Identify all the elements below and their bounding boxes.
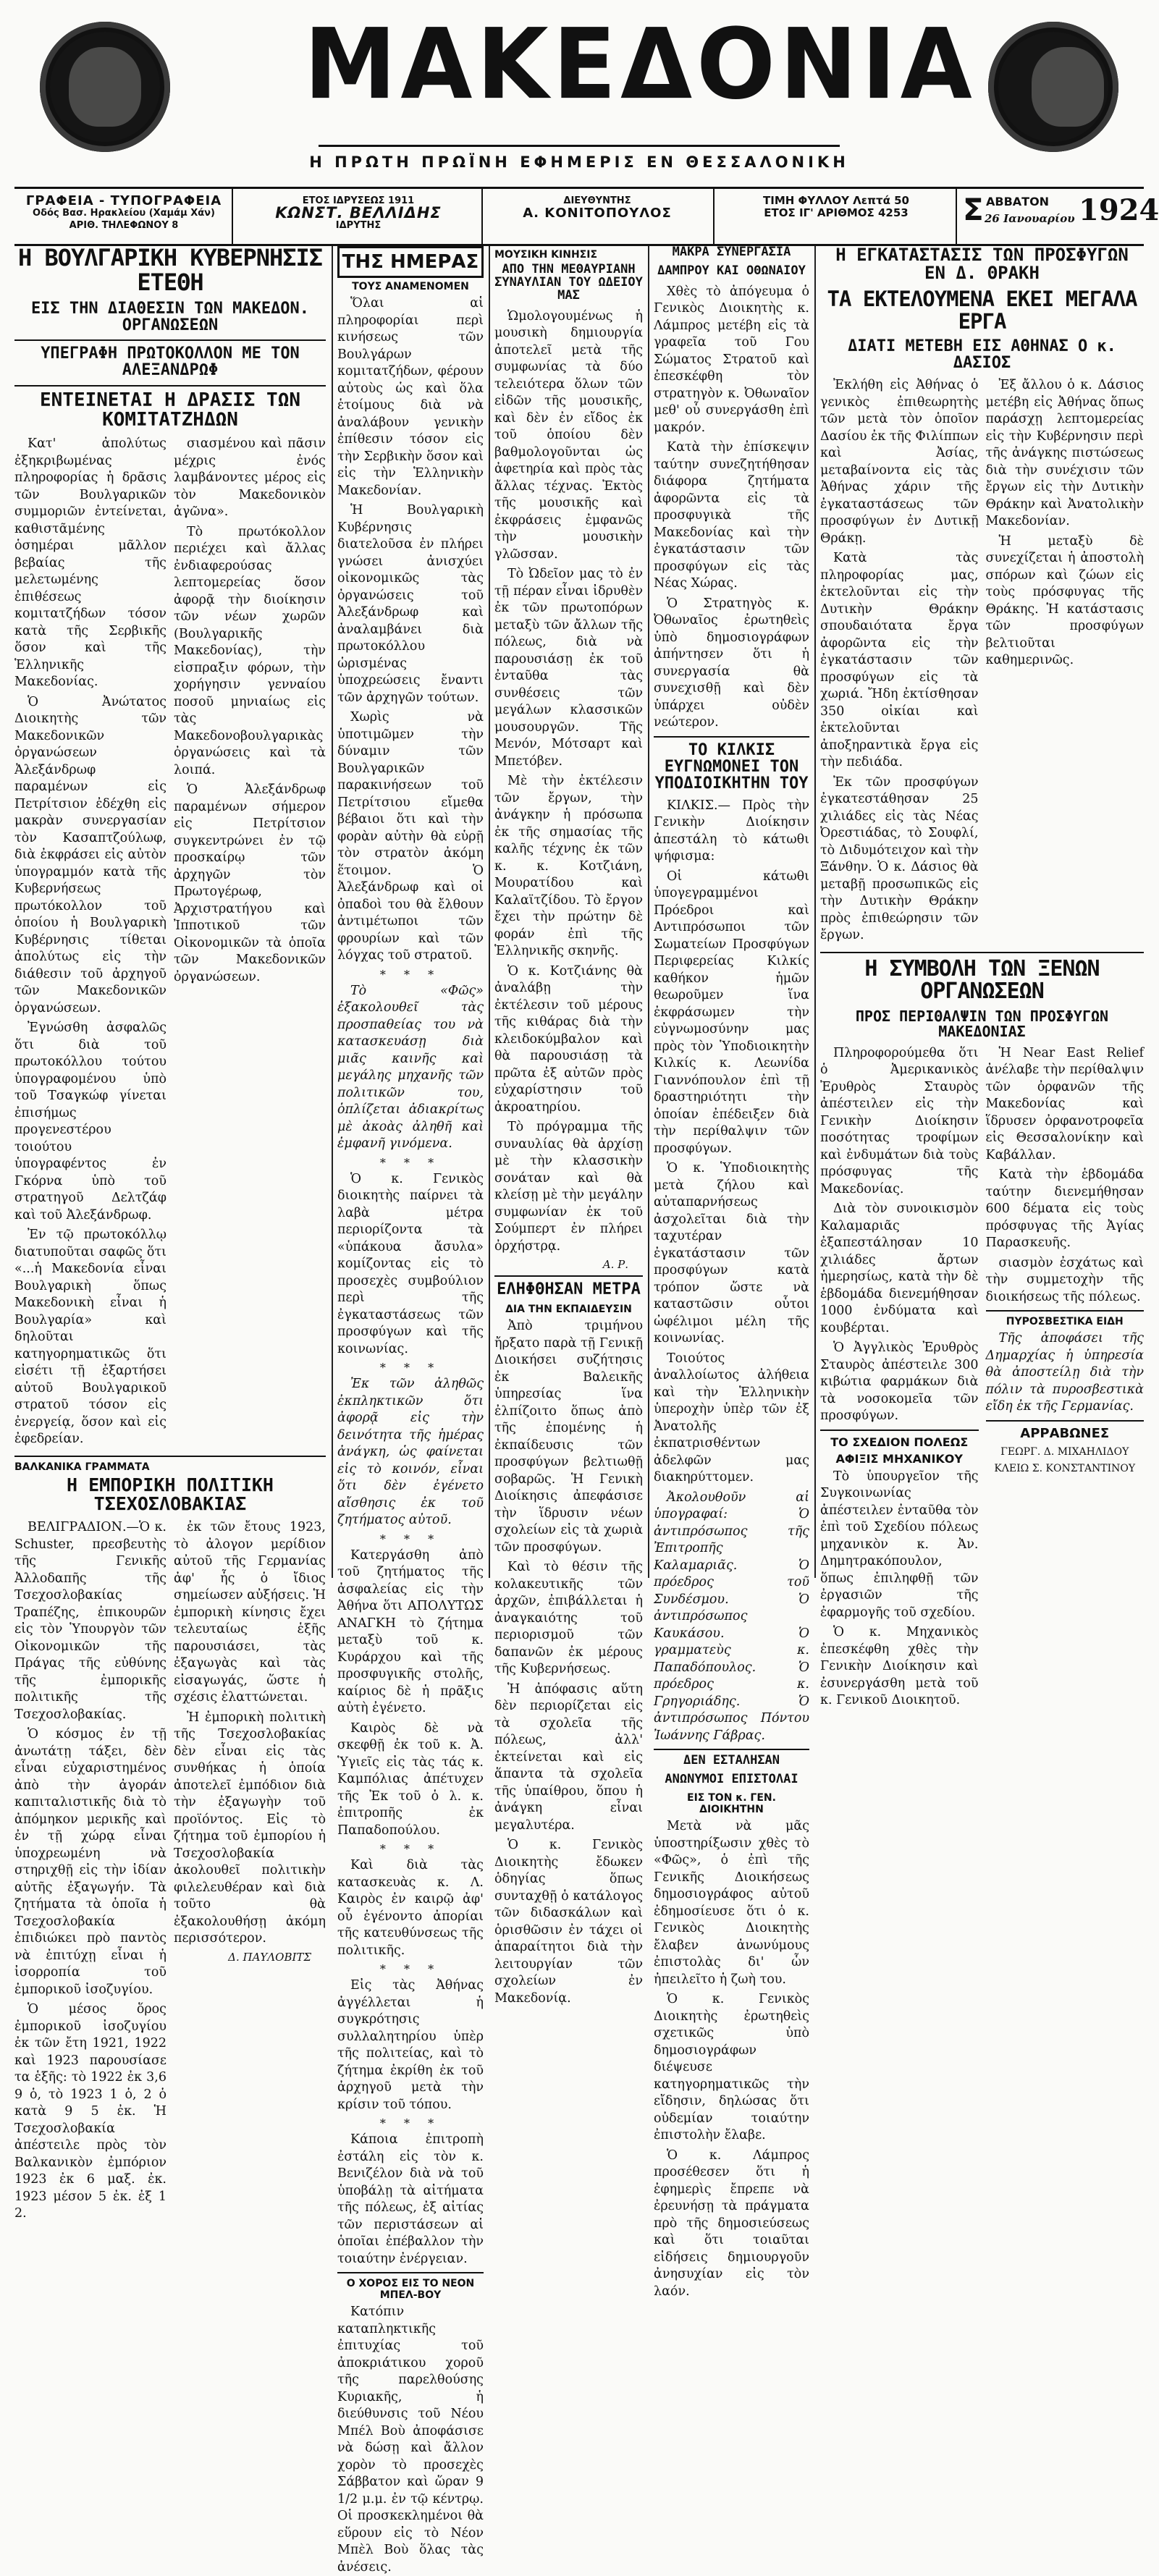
article-paragraph: Ὁ κ. Κοτζιάνης θὰ ἀναλάβῃ τὴν ἐκτέλεσιν τοῦ μέρους τῆς κιθάρας διὰ τὴν κλειδοκύμβαλον καὶ θὰ παρουσιάσῃ τὰ πρῶτα ἐξ αὐτῶν πρὸς εὐχαρίστησιν τοῦ ἀκροατηρίου. — [494, 963, 643, 1115]
director-label: ΔΙΕΥΘΥΝΤΗΣ — [563, 195, 631, 206]
left-emblem-image — [40, 22, 170, 152]
divider — [232, 189, 233, 244]
subheadline: ΔΑΜΠΡΟΥ ΚΑΙ ΟΘΩΝΑΙΟΥ — [657, 263, 806, 278]
article-paragraph: Κατ' ἀπολύτως ἐξηκριβωμένας πληροφορίας ἡ δρᾶσις τῶν Βουλγαρικῶν συμμοριῶν ἐντείνεται, καθιστᾶμένης ὁσημέραι μᾶλλον βεβαίας τῆς μελετωμένης ἐπιθέσεως κομιτατζήδων τόσον κατὰ τῆς Σερβικῆς ὅσον καὶ τῆς Ἑλληνικῆς Μακεδονίας. — [14, 436, 167, 690]
engagement-notice: ΓΕΩΡΓ. Δ. ΜΙΧΑΗΛΙΔΟΥ ΚΛΕΙΩ Σ. ΚΟΝΣΤΑΝΤΙΝΟΥ — [994, 1445, 1136, 1475]
subheadline: ΕΙΣ ΤΟΝ κ. ΓΕΝ. ΔΙΟΙΚΗΤΗΝ — [687, 1792, 776, 1816]
article-paragraph: Ὁ κ. Γενικὸς διοικητὴς παίρνει τὰ λαβὰ μέτρα περιορίζοντα τὰ «ὑπάκουα ἄσυλα» κομίζοντας εἰς τὸ προσεχὲς συμβούλιον περὶ τῆς ἐγκαταστάσεως τῶν προσφύγων καὶ τῆς κοινωνίας. — [337, 1171, 484, 1356]
article-paragraph: Ὁ Ἀνώτατος Διοικητὴς τῶν Μακεδονικῶν ὀργανώσεων Ἀλεξάνδρωφ παραμένων εἰς Πετρίτσιον ἐδέχθη εἰς μακρὰν συνεργασίαν τὸν Κασαπτζούλωφ, διὰ ἐκφράσει εἰς αὐτὸν ὑπογραμμόν κατὰ τῆς Κυβερνήσεως πρωτόκολλον τοῦ ὁποίου ἡ Βουλγαρικὴ Κυβέρνησις τίθεται ἀπολύτως εἰς τὴν διάθεσιν τοῦ ἀρχηγοῦ τῶν Μακεδονικῶν ὀργανώσεων. — [14, 694, 167, 1015]
author-signature: Δ. ΠΑΥΛΟΒΙΤΣ — [228, 1950, 311, 1964]
column-3 — [494, 246, 643, 2006]
article-paragraph: Τὸ πρωτόκολλον περιέχει καὶ ἄλλας ἐνδιαφερούσας λεπτομερείας ὅσον ἀφορᾷ τὴν διοίκησιν τῶν νέων χωρῶν (Βουλγαρικῆς Μακεδονίας), τὴν εἰσπραξιν φόρων, τὴν χορήγησιν γενναίου ποσοῦ μηνιαίως εἰς τὰς Μακεδονοβουλγαρικὰς ὀργανώσεις καὶ τὰ λοιπά. — [174, 524, 326, 777]
article-paragraph: Ὁ Στρατηγὸς κ. Ὀθωναῖος ἐρωτηθεὶς ὑπὸ δημοσιογράφων ἀπήντησεν ὅτι ἡ συνεργασία θὰ συνεχισθῇ καὶ δὲν ὑπάρχει οὐδὲν νεώτερον. — [654, 596, 809, 730]
headline: ΜΑΚΡΑ ΣΥΝΕΡΓΑΣΙΑ — [672, 245, 791, 259]
rule — [494, 1275, 643, 1277]
column-2 — [337, 246, 484, 2575]
offices-block — [19, 195, 229, 232]
date: 26 Ιανουαρίου — [985, 212, 1075, 225]
newspaper-subtitle: Η ΠΡΩΤΗ ΠΡΩΪΝΗ ΕΦΗΜΕΡΙΣ ΕΝ ΘΕΣΣΑΛΟΝΙΚΗ — [309, 153, 849, 171]
article-paragraph: Καὶ τὸ θέσιν τῆς κολακευτικῆς τῶν ἀρχῶν, ἐπιβάλλεται ἡ ἀναγκαιότης τοῦ περιορισμοῦ τῶν δαπανῶν ἐκ μέρους τῆς Κυβερνήσεως. — [494, 1560, 643, 1677]
column-5 — [820, 245, 1144, 1708]
article-paragraph: Τῆς ἀποφάσει τῆς Δημαρχίας ἡ ὑπηρεσία θὰ ἀποστείλῃ διὰ τὴν πόλιν τὰ πυροσβεστικὰ εἴδη ἐκ τῆς Γερμανίας. — [985, 1331, 1144, 1414]
right-emblem-image — [988, 22, 1118, 152]
section-label: ΒΑΛΚΑΝΙΚΑ ΓΡΑΜΜΑΤΑ — [14, 1461, 150, 1473]
founder-block — [239, 195, 478, 232]
rule — [820, 1430, 979, 1431]
founder-role: ΙΔΡΥΤΗΣ — [335, 220, 382, 231]
rule — [14, 339, 326, 341]
founded-year: ΕΤΟΣ ΙΔΡΥΣΕΩΣ 1911 — [302, 195, 415, 206]
separator-stars: * * * — [379, 1842, 442, 1856]
column-divider — [489, 246, 490, 1578]
headline: Η ΕΜΠΟΡΙΚΗ ΠΟΛΙΤΙΚΗ ΤΣΕΧΟΣΛΟΒΑΚΙΑΣ — [67, 1474, 274, 1514]
separator-stars: * * * — [379, 1155, 442, 1170]
rule — [654, 736, 809, 738]
subheadline: ΑΦΙΞΙΣ ΜΗΧΑΝΙΚΟΥ — [835, 1451, 963, 1466]
column-divider — [814, 246, 816, 1578]
subheadline: ΥΠΕΓΡΑΦΗ ΠΡΩΤΟΚΟΛΛΟΝ ΜΕ ΤΟΝ ΑΛΕΞΑΝΔΡΩΦ — [41, 345, 300, 380]
article-paragraph: Ἐξ ἄλλου ὁ κ. Δάσιος μετέβη εἰς Ἀθήνας ὅπως παράσχῃ λεπτομερείας εἰς τὴν Κυβέρνησιν περὶ τῆς ἀνάγκης πιστώσεως διὰ τὴν συνέχισιν τῶν ἔργων εἰς τὴν Δυτικὴν Θράκην καὶ Ἀνατολικὴν Μακεδονίαν. — [985, 378, 1144, 529]
article-paragraph: Τὸ ὑπουργεῖον τῆς Συγκοινωνίας ἀπέστειλεν ἐνταῦθα τὸν ἐπὶ τοῦ Σχεδίου πόλεως μηχανικὸν κ. Ἀν. Δημητρακόπουλον, ὅπως ἐπιληφθῇ τῶν ἐργασιῶν τῆς ἐφαρμογῆς τοῦ σχεδίου. — [820, 1469, 979, 1620]
headline: Η ΣΥΜΒΟΛΗ ΤΩΝ ΞΕΝΩΝ ΟΡΓΑΝΩΣΕΩΝ — [864, 955, 1100, 1005]
article-paragraph: ΚΙΛΚΙΣ.— Πρὸς τὴν Γενικὴν Διοίκησιν ἀπεστάλη τὸ κάτωθι ψήφισμα: — [654, 798, 809, 864]
headline: ΑΠΟ ΤΗΝ ΜΕΘΑΥΡΙΑΝΗ ΣΥΝΑΥΛΙΑΝ ΤΟΥ ΩΔΕΙΟΥ ΜΑΣ — [494, 262, 643, 303]
article-paragraph: Ὁ κ. Λάμπρος προσέθεσεν ὅτι ἡ ἐφημερὶς ἔπρεπε νὰ ἐρευνήσῃ τὰ πράγματα πρὸ τῆς δημοσιεύσεως καὶ ὅτι τοιαῦται εἰδήσεις δημιουργοῦν ἀνησυχίαν εἰς τὸν λαόν. — [654, 2148, 809, 2299]
article-paragraph: Ἐκ τῶν προσφύγων ἐγκατεστάθησαν 25 χιλιάδες εἰς τὰς Νέας Ὀρεστιάδας, τὸ Σουφλί, τὸ Διδυμότειχον καὶ τὴν Ξάνθην. Ὁ κ. Δάσιος θὰ μεταβῇ προσωπικῶς εἰς τὴν Δυτικὴν Θράκην πρὸς ἐπιθεώρησιν τῶν ἔργων. — [820, 774, 979, 943]
article-paragraph: Ἀπὸ τριμήνου ἤρξατο παρὰ τῇ Γενικῇ Διοικήσει συζήτησις ἐκ Βαλεικῆς ὑπηρεσίας ἵνα ἐλπίζοιτο ὅπως ἀπὸ τῆς ἐπομένης ἡ ἐκπαίδευσις τῶν προσφύγων βελτιωθῇ σοβαρῶς. Ἡ Γενικὴ Διοίκησις ἀπεφάσισε τὴν ἵδρυσιν νέων σχολείων εἰς τὰ χωριὰ τῶν προσφύγων. — [494, 1319, 643, 1555]
offices-title: ΓΡΑΦΕΙΑ - ΤΥΠΟΓΡΑΦΕΙΑ — [25, 193, 222, 208]
founder-name: ΚΩΝΣΤ. ΒΕΛΛΙΔΗΣ — [275, 204, 442, 221]
article-paragraph: Κατεργάσθη ἀπὸ τοῦ ζητήματος τῆς ἀσφαλείας εἰς τὴν Ἀθήνα ὅτι ΑΠΟΛΥΤΩΣ ΑΝΑΓΚΗ τὸ ζήτημα μεταξὺ τοῦ κ. Κυράρχου καὶ τῆς προσφυγικῆς στολῆς, καίριος δὲ ἡ πρᾶξις αὐτὴ ἐγένετο. — [337, 1547, 484, 1715]
headline: ΕΛΗΦΘΗΣΑΝ ΜΕΤΡΑ — [497, 1280, 641, 1299]
subheadline: ΕΙΣ ΤΗΝ ΔΙΑΘΕΣΙΝ ΤΩΝ ΜΑΚΕΔΟΝ. ΟΡΓΑΝΩΣΕΩΝ — [30, 300, 310, 335]
issue-number: ΕΤΟΣ ΙΓ' ΑΡΙΘΜΟΣ 4253 — [764, 206, 909, 219]
separator-stars: * * * — [379, 1361, 442, 1374]
day-name: ΑΒΒΑΤΟΝ — [986, 195, 1050, 208]
article-paragraph: Ἐν τῷ πρωτοκόλλῳ διατυποῦται σαφῶς ὅτι «...ἡ Μακεδονία εἶναι Βουλγαρικὴ ὅπως Μακεδονικὴ εἶναι ἡ Βουλγαρία» καὶ δηλοῦται κατηγορηματικῶς ὅτι εἰσέτι τῇ ἐξαρτήσει αὐτοῦ Βουλγαρικοῦ στρατοῦ τόσον εἰς ἐνεργείᾳ, ὅσον καὶ εἰς ἐφεδρείαν. — [14, 1228, 167, 1447]
article-paragraph: Ἐκλήθη εἰς Ἀθήνας ὁ γενικὸς ἐπιθεωρητὴς τῶν μετὰ τὸν ὁποῖον Δασίου ἐκ τῆς Φιλίππων καὶ Ἀσίας, μεταβαίνοντα εἰς τὰς Ἀθήνας χάριν τῆς ἐγκαταστάσεως τῶν προσφύγων ἐν Δυτικῇ Θράκῃ. — [820, 378, 979, 546]
headline: ΤΟ ΣΧΕΔΙΟΝ ΠΟΛΕΩΣ — [830, 1435, 969, 1449]
article-paragraph: Οἱ κάτωθι ὑπογεγραμμένοι Πρόεδροι καὶ Αντιπρόσωποι τῶν Σωματείων Προσφύγων Περιφερείας Κιλκίς καθήκον ἡμῶν θεωροῦμεν ἵνα ἐκφράσωμεν τὴν εὐγνωμοσύνην μας πρὸς τὸν Ὑποδιοικητὴν Κιλκίς κ. Λεωνίδα Γιαννόπουλον ἐπὶ τῇ δραστηριότητι τὴν ὁποίαν ἐπέδειξεν διὰ τὴν περίθαλψιν τῶν προσφύγων. — [654, 869, 809, 1156]
subheadline: ΔΙΑΤΙ ΜΕΤΕΒΗ ΕΙΣ ΑΘΗΝΑΣ Ο κ. ΔΑΣΙΟΣ — [848, 337, 1116, 373]
separator-stars: * * * — [379, 2116, 442, 2130]
article-paragraph: Ὁ κ. Ὑποδιοικητὴς μετὰ ζήλου καὶ αὐταπαρνήσεως ἀσχολεῖται διὰ τὴν ταχυτέραν ἐγκατάστασιν τῶν προσφύγων κατὰ τρόπον ὥστε νὰ καταστῶσιν οὗτοι ὠφέλιμοι μέλη τῆς κοινωνίας. — [654, 1161, 809, 1346]
article-paragraph: Τὸ «Φῶς» ἐξακολουθεῖ τὰς προσπαθείας του νὰ κατασκευάσῃ διὰ μιᾶς καινῆς καὶ μεγάλης μηχανῆς τῶν πολιτικῶν του, ὁπλίζεται ἀδιακρίτως μὲ ἀκοὰς ἀληθῆ καὶ ἐμφανῆ γινόμενα. — [337, 983, 484, 1151]
column-divider — [332, 246, 333, 1578]
divider — [713, 189, 715, 244]
column-4 — [654, 245, 809, 2299]
article-paragraph: Χθὲς τὸ ἀπόγευμα ὁ Γενικὸς Διοικητὴς κ. Λάμπρος μετέβη εἰς τὰ γραφεῖα τοῦ Γου Σώματος Στρατοῦ καὶ ἐπεσκέφθη τὸν στρατηγὸν κ. Ὀθωναῖον μεθ' οὗ συνεργάσθη ἐπὶ μακρόν. — [654, 284, 809, 435]
separator-stars: * * * — [379, 1532, 442, 1546]
divider — [481, 189, 483, 244]
subheadline: ΑΝΩΝΥΜΟΙ ΕΠΙΣΤΟΛΑΙ — [665, 1772, 798, 1787]
masthead — [0, 0, 1158, 181]
info-bar — [14, 187, 1159, 246]
article-paragraph: Κατόπιν καταπληκτικῆς ἐπιτυχίας τοῦ ἀποκριάτικου χοροῦ τῆς παρελθούσης Κυριακῆς, ἡ διεύθυνσις τοῦ Νέου Μπέλ Βοὺ ἀποφάσισε νὰ δώσῃ καὶ ἄλλον χορὸν τὸ προσεχὲς Σάββατον καὶ ὥραν 9 1/2 μ.μ. ἐν τῷ κέντρῳ. Οἱ προσκεκλημένοι θὰ εὕρουν εἰς τὸ Νέον Μπὲλ Βοὺ ὅλας τὰς ἀνέσεις. — [337, 2305, 484, 2575]
article-paragraph: Ὁ κ. Μηχανικὸς ἐπεσκέφθη χθὲς τὴν Γενικὴν Διοίκησιν καὶ ἐσυνεργάσθη μετὰ τοῦ κ. Γενικοῦ Διοικητοῦ. — [820, 1625, 979, 1708]
article-paragraph: Καιρὸς δὲ νὰ σκεφθῇ ἐκ τοῦ κ. Ἀ. Ὑγιεῖς εἰς τὰς τάς κ. Καμπόλιας ἀπέτυχεν τῆς Ἐκ τοῦ ὁ λ. κ. ἐπιτροπῆς ἐκ Παπαδοπούλου. — [337, 1720, 484, 1838]
article-paragraph: Εἰς τὰς Ἀθήνας ἀγγέλλεται ἡ συγκρότησις συλλαλητηρίου ὑπὲρ τῆς πολιτείας, καὶ τὸ ζήτημα ἐκρίθη ἐκ τοῦ ἀρχηγοῦ μετὰ τὴν κρίσιν τοῦ τόπου. — [337, 1978, 484, 2112]
article-paragraph: σιασμένου καὶ πᾶσιν μέχρις ἐνός λαμβάνοντες μέρος εἰς τὸν Μακεδονικὸν ἀγῶνα». — [174, 436, 326, 520]
subheadline: ΤΑ ΕΚΤΕΛΟΥΜΕΝΑ ΕΚΕΙ ΜΕΓΑΛΑ ΕΡΓΑ — [827, 287, 1137, 334]
article-paragraph: Μὲ τὴν ἐκτέλεσιν τῶν ἔργων, τὴν ἀνάγκην ἡ πρόσωπα ἐκ τῆς σημασίας τῆς καλῆς τέχνης ἐκ τῶν κ. κ. Κοτζιάνη, Μουρατίδου καὶ Καλαϊτζίδου. Τὸ ἔργον ἔχει τὴν πρώτην δὲ φοράν ἐπὶ τῆς Ἑλληνικῆς σκηνῆς. — [494, 774, 643, 959]
headline: Ο ΧΟΡΟΣ ΕΙΣ ΤΟ ΝΕΟΝ ΜΠΕΛ-ΒΟΥ — [346, 2278, 475, 2301]
article-paragraph: Πληροφορούμεθα ὅτι ὁ Ἀμερικανικὸς Ἐρυθρὸς Σταυρὸς ἀπέστειλεν εἰς τὴν Γενικὴν Διοίκησιν ποσότητας τροφίμων καὶ ἐνδυμάτων διὰ τοὺς πρόσφυγας τῆς Μακεδονίας. — [820, 1045, 979, 1196]
column-1 — [14, 244, 326, 2221]
column-title: ΤΗΣ ΗΜΕΡΑΣ — [337, 246, 484, 278]
article-paragraph: Ἐκ τῶν ἀληθῶς ἐκπληκτικῶν ὅτι ἀφορᾷ εἰς τὴν δεινότητα τῆς ἡμέρας ἀνάγκη, ὡς φαίνεται εἰς τὸ κοινόν, εἶναι ὅτι δὲν ἐγένετο αἴσθησις ἐκ τοῦ ζητήματος αὐτοῦ. — [337, 1377, 484, 1527]
day-initial: Σ — [963, 192, 984, 227]
article-paragraph: Ἡ Near East Relief ἀνέλαβε τὴν περίθαλψιν τῶν ὀρφανῶν τῆς Μακεδονίας καὶ ἵδρυσεν ὀρφανοτροφεῖα εἰς Θεσσαλονίκην καὶ Καβάλλαν. — [985, 1045, 1144, 1162]
headline: ΠΥΡΟΣΒΕΣΤΙΚΑ ΕΙΔΗ — [1006, 1316, 1124, 1328]
author-signature: Α. Ρ. — [602, 1258, 628, 1272]
headline: Η ΒΟΥΛΓΑΡΙΚΗ ΚΥΒΕΡΝΗΣΙΣ ΕΤΕΘΗ — [17, 244, 323, 296]
title-rule — [319, 145, 840, 147]
article-paragraph: Κάποια ἐπιτροπὴ ἐστάλη εἰς τὸν κ. Βενιζέλον διὰ νὰ τοῦ ὑποβάλῃ τὰ αἰτήματα τῆς πόλεως, ἐξ αἰτίας τῶν περιστάσεων αἱ ὁποῖαι ἐπέβαλλον τὴν τοιαύτην ἐνέργειαν. — [337, 2132, 484, 2266]
article-paragraph: σιασμὸν ἐσχάτως καὶ τὴν συμμετοχὴν τῆς διοικήσεως τῆς πόλεως. — [985, 1255, 1144, 1304]
article-paragraph: Ἡ μεταξὺ δὲ συνεχίζεται ἡ ἀποστολὴ σπόρων καὶ ζώων εἰς τοὺς πρόσφυγας τῆς Θράκης. Ἡ κατάστασις τῶν προσφύγων βελτιοῦται καθημερινῶς. — [985, 533, 1144, 668]
rule — [14, 385, 326, 387]
separator-stars: * * * — [379, 967, 442, 981]
offices-address: Οδός Βασ. Ηρακλείου (Χαμάμ Χάν) — [33, 208, 215, 219]
rule — [337, 2272, 484, 2273]
article-paragraph: Τὸ πρόγραμμα τῆς συναυλίας θὰ ἀρχίσῃ μὲ τὴν κλασσικὴν σονάταν καὶ θὰ κλείσῃ μὲ τὴν μεγάλην συμφωνίαν ἐκ τοῦ Σούμπερτ ἐν πλήρει ὀρχήστρᾳ. — [494, 1120, 643, 1254]
subheadline: ΕΝΤΕΙΝΕΤΑΙ Η ΔΡΑΣΙΣ ΤΩΝ ΚΟΜΙΤΑΤΖΗΔΩΝ — [39, 389, 301, 431]
headline: ΑΡΡΑΒΩΝΕΣ — [1020, 1425, 1110, 1441]
newspaper-title: ΜΑΚΕΔΟΝΙΑ — [304, 8, 977, 122]
headline: ΤΟ ΚΙΛΚΙΣ ΕΥΓΝΩΜΟΝΕΙ ΤΟΝ ΥΠΟΔΙΟΙΚΗΤΗΝ ΤΟΥ — [654, 740, 809, 793]
article-paragraph: Διὰ τὸν συνοικισμὸν Καλαμαριᾶς ἐξαπεστάλησαν 10 χιλιάδες ἄρτων ἡμερησίως, κατὰ τὴν δὲ ἑβδομάδα διενεμήθησαν 1000 ἐνδύματα καὶ κουβέρται. — [820, 1202, 979, 1335]
article-paragraph: Ὁ κ. Γενικὸς Διοικητὴς ἔδωκεν ὁδηγίας ὅπως συνταχθῇ ὁ κατάλογος τῶν διδασκάλων καὶ ὁρισθῶσιν ἐν τάχει οἱ ἀπαραίτητοι διὰ τὴν λειτουργίαν τῶν σχολείων ἐν Μακεδονίᾳ. — [494, 1838, 643, 2006]
article-paragraph: Κατὰ τὰς πληροφορίας μας, ἐκτελοῦνται εἰς τὴν Δυτικὴν Θράκην σπουδαιότατα ἔργα ἀφορῶντα εἰς τὴν ἐγκατάστασιν τῶν προσφύγων εἰς τὰ χωριά. Ἤδη ἐκτίσθησαν 350 οἰκίαι καὶ ἐκτελοῦνται ἀποξηραντικὰ ἔργα εἰς τὴν πεδιάδα. — [820, 551, 979, 770]
article-paragraph: Ἐγνώσθη ἀσφαλῶς ὅτι διὰ τοῦ πρωτοκόλλου τούτου ὑπογραφομένου ὑπὸ τοῦ Τσαγκώφ γίνεται ἐπισήμως προγενεστέρου τοιούτου ὑπογραφέντος ἐν Γκόρνα ὑπὸ τοῦ στρατηγοῦ Δελτζάφ καὶ τοῦ Ἀλεξάνδρωφ. — [14, 1021, 167, 1222]
article-paragraph: Τὸ Ὠδεῖον μας τὸ ἐν τῇ πέραν εἶναι ἰδρυθὲν ἐκ τῶν πρωτοπόρων μεταξὺ τῶν ἄλλων τῆς πόλεως, διὰ νὰ παρουσιάσῃ ἐκ τοῦ ἐνταῦθα τὰς συνθέσεις τῶν μεγάλων κλασσικῶν μουσουργῶν. Τῆς Μενόν, Μότσαρτ καὶ Μπετόβεν. — [494, 567, 643, 769]
article-paragraph: Κατὰ τὴν ἑβδομάδα ταύτην διενεμήθησαν 600 δέματα εἰς τοὺς πρόσφυγας τῆς Ἀγίας Παρασκευῆς. — [985, 1167, 1144, 1251]
rule — [986, 1420, 1145, 1422]
price-block — [720, 195, 952, 219]
section-kicker: ΜΟΥΣΙΚΗ ΚΙΝΗΣΙΣ — [494, 249, 598, 261]
article-paragraph: Ἀκολουθοῦν αἱ ὑπογραφαί: Ὁ ἀντιπρόσωπος τῆς Ἐπιτροπῆς Καλαμαριᾶς. Ὁ πρόεδρος τοῦ Συνδέσμου. Ὁ ἀντιπρόσωπος Καυκάσου. Ὁ γραμματεὺς κ. Παπαδόπουλος. Ὁ πρόεδρος κ. Γρηγοριάδης. Ὁ ἀντιπρόσωπος Πόντου Ἰωάννης Γάβρας. — [654, 1490, 809, 1743]
article-paragraph: Τοιούτος ἀναλλοίωτος ἀλήθεια καὶ τὴν Ἑλληνικὴν ὑπεροχὴν ὑπὲρ τῶν ἐξ Ἀνατολῆς ἐκπατρισθέντων ἀδελφῶν μας διακηρύττομεν. — [654, 1351, 809, 1485]
director-name: Α. ΚΟΝΙΤΟΠΟΥΛΟΣ — [523, 206, 672, 221]
director-block — [485, 195, 709, 219]
article-paragraph: Ἡ ἀπόφασις αὕτη δὲν περιορίζεται εἰς τὰ σχολεῖα τῆς πόλεως, ἀλλ' ἐκτείνεται καὶ εἰς ἅπαντα τὰ σχολεῖα τῆς ὑπαίθρου, ὅπου ἡ ἀνάγκη εἶναι μεγαλυτέρα. — [494, 1681, 643, 1833]
price: ΤΙΜΗ ΦΥΛΛΟΥ Λεπτά 50 — [763, 194, 909, 207]
article-paragraph: Ὁ κ. Γενικὸς Διοικητὴς ἐρωτηθεὶς σχετικῶς ὑπὸ δημοσιογράφων διέψευσε κατηγορηματικῶς τὴν εἴδησιν, δηλώσας ὅτι οὐδεμίαν τοιαύτην ἐπιστολὴν ἔλαβε. — [654, 1992, 809, 2143]
year: 1924 — [1079, 193, 1159, 227]
article-paragraph: Ὁ μέσος ὅρος ἐμπορικοῦ ἰσοζυγίου ἐκ τῶν ἔτη 1921, 1922 καὶ 1923 παρουσίασε τα ἑξῆς: τὸ 1922 ἐκ 3,6 9 ὁ, τὸ 1923 1 ὁ, 2 ὁ κατὰ 9 5 ἐκ. Ἡ Τσεχοσλοβακία ἀπέστειλε πρὸς τὸν Βαλκανικὸν ἐμπόριον 1923 ἐκ 6 μαξ. ἐκ. 1923 μέσον 5 ἐκ. ἐξ 1 2. — [14, 2002, 167, 2221]
separator-stars: * * * — [379, 1962, 442, 1976]
column-subtitle: ΤΟΥΣ ΑΝΑΜΕΝΟΜΕΝ — [352, 281, 469, 292]
subheadline: ΔΙΑ ΤΗΝ ΕΚΠΑΙΔΕΥΣΙΝ — [505, 1304, 632, 1316]
article-paragraph: Ἡ ἐμπορικὴ πολιτικὴ τῆς Τσεχοσλοβακίας δὲν εἶναι εἰς τὰς συνθήκας ἡ ὁποία ἀποτελεῖ ἐμπόδιον διὰ τὴν ἐξαγωγὴν τοῦ προϊόντος. Εἰς τὸ ζήτημα τοῦ ἐμπορίου ἡ Τσεχοσλοβακία ἀκολουθεῖ πολιτικὴν φιλελευθέραν καὶ διὰ τοῦτο θὰ ἐξακολουθήσῃ ἀκόμη περισσότερον. — [174, 1710, 326, 1946]
headline: ΔΕΝ ΕΣΤΑΛΗΣΑΝ — [683, 1753, 780, 1768]
rule — [986, 1310, 1145, 1312]
article-paragraph: Ὡμολογουμένως ἡ μουσικὴ δημιουργία ἀποτελεῖ μετὰ τῆς συμφωνίας τὰ δύο τελειότερα ὅλων τῶν εἰδῶν τῆς μουσικῆς, καὶ δὲν ἐν εἴδος ἐκ τοῦ ὁποίου δὲν βαθμολογοῦνται ὡς ἀφετηρία καὶ πρὸς τὰς ἄλλας τέχνας. Ἐκτὸς τῆς μουσικῆς καὶ ἐκφράσεις ἐμφανῶς τὴν μουσικὴν γλῶσσαν. — [494, 308, 643, 562]
article-paragraph: Ὁ Ἀγγλικὸς Ἐρυθρὸς Σταυρὸς ἀπέστειλε 300 κιβώτια φαρμάκων διὰ τὰ νοσοκομεῖα τῶν προσφύγων. — [820, 1340, 979, 1424]
article-paragraph: Χωρὶς νὰ ὑποτιμῶμεν τὴν δύναμιν τῶν Βουλγαρικῶν παρακινήσεων τοῦ Πετρίτσιου εἴμεθα βέβαιοι ὅτι καὶ τὴν φορὰν αὐτὴν θὰ εὑρῇ τὸν στρατὸν ἀκόμη ἕτοιμον. Ὁ Ἀλεξάνδρωφ καὶ οἱ ὀπαδοὶ του θὰ ἔλθουν ἀντιμέτωποι τῶν φρουρίων καὶ τῶν λόγχας τοῦ στρατοῦ. — [337, 710, 484, 963]
article-paragraph: Μετὰ νὰ μᾶς ὑποστηρίξωσιν χθὲς τὸ «Φῶς», ὁ ἐπὶ τῆς Γενικῆς Διοικήσεως δημοσιογράφος αὐτοῦ ἐδημοσίευσε ὅτι ὁ κ. Γενικὸς Διοικητὴς ἔλαβεν ἀνωνύμους ἐπιστολὰς δι' ὧν ἠπειλεῖτο ἡ ζωὴ του. — [654, 1819, 809, 1987]
article-paragraph: Ἡ Βουλγαρικὴ Κυβέρνησις διατελοῦσα ἐν πλήρει γνώσει ἀνισχύει οἰκονομικῶς τὰς ὀργανώσεις τοῦ Ἀλεξάνδρωφ καὶ ἀναλαμβάνει διὰ πρωτοκόλλου ὡρισμένας ὑποχρεώσεις ἔναντι τῶν ἀρχηγῶν τούτων. — [337, 503, 484, 705]
rule — [820, 952, 1144, 953]
article-paragraph: Κατὰ τὴν ἐπίσκεψιν ταύτην συνεζητήθησαν διάφορα ζητήματα ἀφορῶντα εἰς τὰ προσφυγικὰ τῆς Μακεδονίας καὶ τὴν ἐγκατάστασιν τῶν προσφύγων εἰς τὰς Νέας Χώρας. — [654, 440, 809, 591]
headline: Η ΕΓΚΑΤΑΣΤΑΣΙΣ ΤΩΝ ΠΡΟΣΦΥΓΩΝ ΕΝ Δ. ΘΡΑΚΗ — [835, 245, 1129, 284]
subheadline: ΠΡΟΣ ΠΕΡΙΘΑΛΨΙΝ ΤΩΝ ΠΡΟΣΦΥΓΩΝ ΜΑΚΕΔΟΝΙΑΣ — [855, 1007, 1109, 1040]
article-paragraph: Ὁ Ἀλεξάνδρωφ παραμένων σήμερον εἰς Πετρίτσιον συγκεντρώνει ἐν τῷ προσκαίρῳ τῶν ἀρχηγῶν τὸν Πρωτογέρωφ, Ἀρχιστρατήγου καὶ Ἰπποτικοῦ τῶν Οἰκονομικῶν τὰ ὁποῖα τῶν Μακεδονικῶν ὀργανώσεων. — [174, 782, 326, 984]
article-paragraph: ΒΕΛΙΓΡΑΔΙΟΝ.—Ὁ κ. Schuster, πρεσβευτὴς τῆς Γενικῆς Ἀλλοδαπῆς τῆς Τσεχοσλοβακίας Τραπέζης, ἐπικουρῶν εἰς τὸν Ὑπουργὸν τῶν Οἰκονομικῶν τῆς Πράγας τῆς εὐθύνης τῆς ἐμπορικῆς πολιτικῆς τῆς Τσεχοσλοβακίας. — [14, 1520, 167, 1722]
phone-number: ΑΡΙΘ. ΤΗΛΕΦΩΝΟΥ 8 — [69, 220, 179, 231]
article-paragraph: Καὶ διὰ τὰς κατασκευὰς κ. Λ. Καιρὸς ἐν καιρῷ ἀφ' οὗ ἐγένοντο ἀπορίαι τῆς κατευθύνσεως τῆς πολιτικῆς. — [337, 1858, 484, 1958]
rule — [654, 1749, 809, 1750]
article-paragraph: Ὅλαι αἱ πληροφορίαι περὶ κινήσεως τῶν Βουλγάρων κομιτατζήδων, φέρουν αὐτοὺς ὡς καὶ ὅλα ἑτοίμους διὰ νὰ ἀναλάβουν γενικὴν ἐπίθεσιν τόσον εἰς τὴν Σερβικὴν ὅσον καὶ εἰς τὴν Ἑλληνικὴν Μακεδονίαν. — [337, 296, 484, 498]
divider — [956, 189, 957, 244]
article-paragraph: ἐκ τῶν ἔτους 1923, τὸ ἀλογον μερίδιον αὐτοῦ τῆς Γερμανίας ἀφ' ἧς ὁ ἴδιος σημείωσεν αὐξήσεις. Ἡ ἐμπορικὴ κίνησις ἔχει τελευταίως ἑξῆς παρουσιάσει, τὰς ἐξαγωγὰς καὶ τὰς εἰσαγωγάς, ὥστε ἡ σχέσις ἐλαττώνεται. — [174, 1520, 326, 1705]
column-divider — [648, 246, 649, 1578]
rule — [14, 1456, 326, 1457]
article-paragraph: Ὁ κόσμος ἐν τῇ ἀνωτάτῃ τάξει, δὲν εἶναι εὐχαριστημένος ἀπὸ τὴν ἀγοράν καπιταλιστικῆς διὰ τὸ ἀπόμηκον μερικῆς καὶ ἐν τῇ χώρᾳ εἶναι ὑποχρεωμένη νὰ στηριχθῇ εἰς τὴν ἰδίαν αὐτῆς ἐξαγωγήν. Τὰ ζητήματα τὰ ὁποῖα ἡ Τσεχοσλοβακία ἐπιδιώκει πρὸ παντὸς νὰ ἐπιτύχῃ εἶναι ἡ ἰσορροπία τοῦ ἐμπορικοῦ ἰσοζυγίου. — [14, 1727, 167, 1997]
